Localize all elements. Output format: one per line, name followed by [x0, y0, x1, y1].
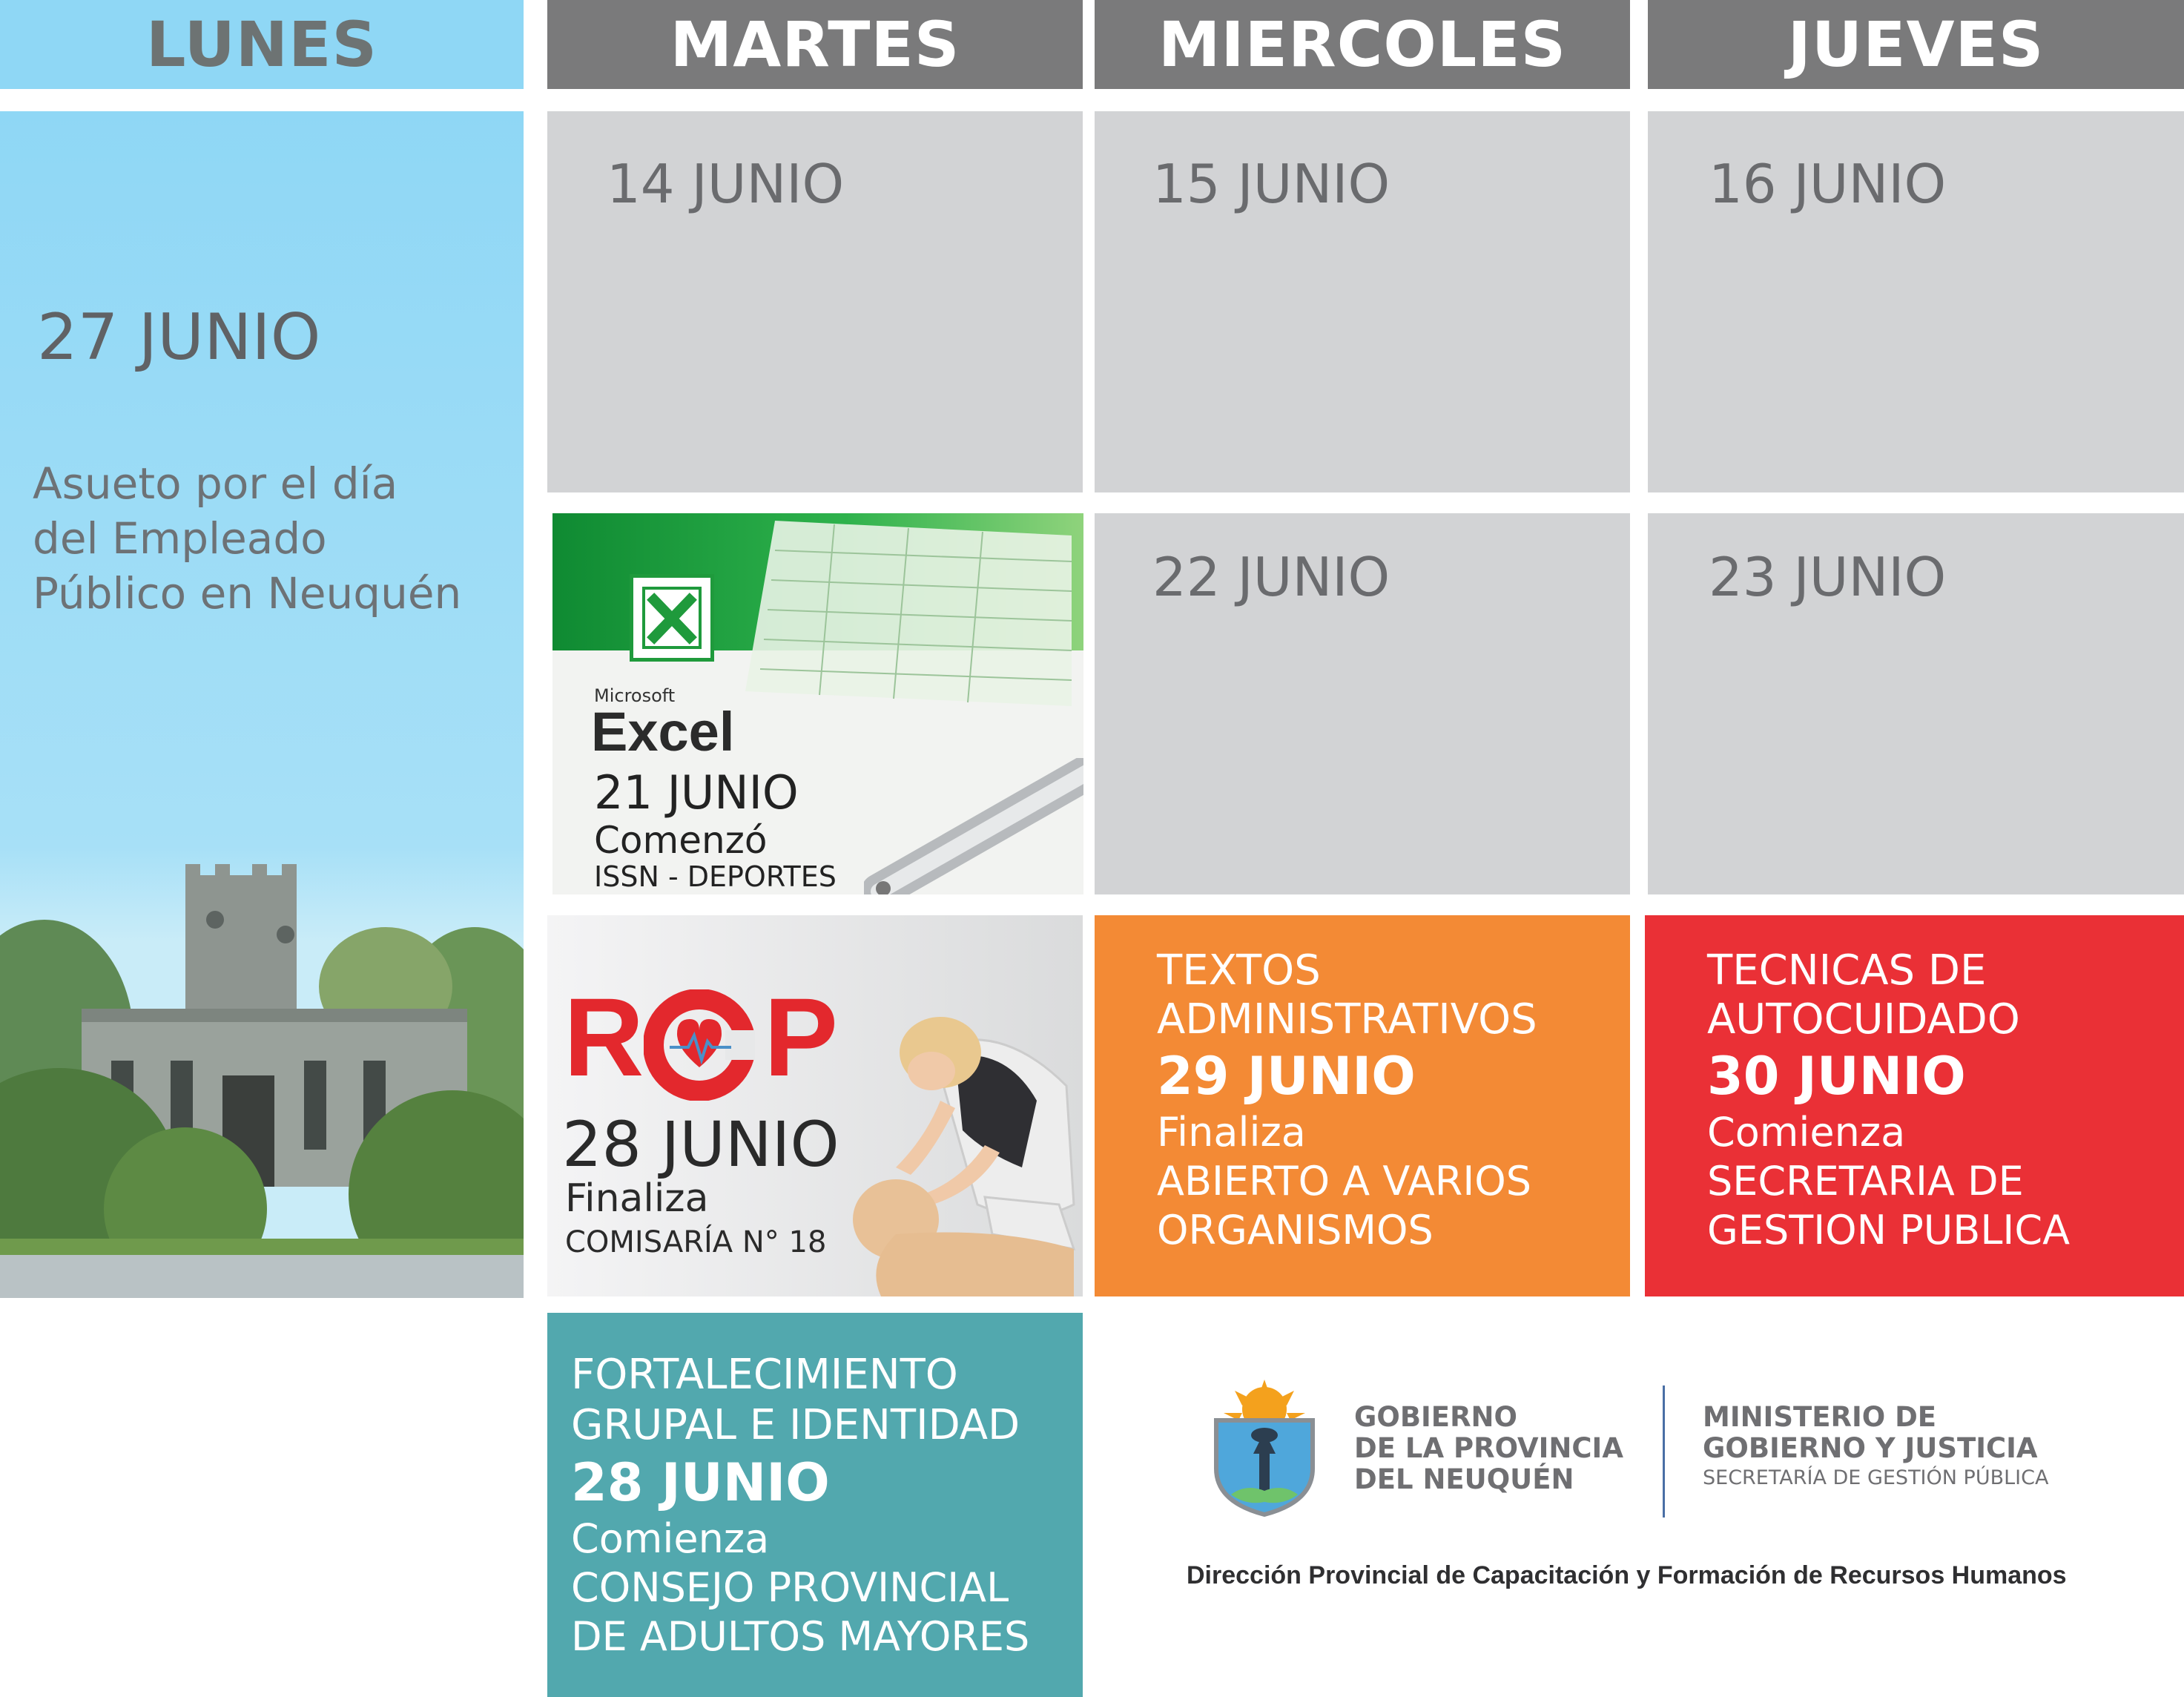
course-title-line: ADMINISTRATIVOS [1157, 995, 1537, 1044]
course-title-line: GRUPAL E IDENTIDAD [571, 1401, 1020, 1449]
course-title-line: AUTOCUIDADO [1707, 995, 2020, 1044]
course-status: Comienza [1707, 1109, 1906, 1156]
course-date: 29 JUNIO [1157, 1046, 1416, 1107]
rcp-org: COMISARÍA N° 18 [565, 1225, 827, 1259]
lunes-note-line: Asueto por el día [33, 458, 398, 509]
lunes-note-line: del Empleado [33, 513, 327, 564]
course-org-line: CONSEJO PROVINCIAL [571, 1564, 1009, 1611]
rcp-logo-r: R [564, 975, 644, 1099]
date-label: 16 JUNIO [1709, 153, 1947, 215]
ministry-line: MINISTERIO DE [1703, 1401, 1937, 1433]
fortalecimiento-content [571, 1350, 1029, 1661]
lunes-note [33, 456, 461, 621]
date-label: 14 JUNIO [607, 153, 845, 215]
cell-miercoles-22 [1095, 513, 1630, 894]
date-label: 22 JUNIO [1152, 546, 1390, 608]
lunes-cell [0, 111, 524, 1298]
gov-line: DEL NEUQUÉN [1354, 1463, 1574, 1495]
course-status: Finaliza [1157, 1109, 1306, 1156]
course-title-line: TECNICAS DE [1707, 946, 1987, 995]
header-martes [547, 0, 1083, 89]
course-date: 28 JUNIO [571, 1452, 830, 1513]
cell-jueves-16 [1648, 111, 2184, 492]
cell-miercoles-15 [1095, 111, 1630, 492]
heart-icon [644, 989, 755, 1101]
neuquen-coat-of-arms-icon [1201, 1380, 1327, 1517]
excel-org: ISSN - DEPORTES [594, 860, 837, 893]
building-photo [0, 794, 524, 1298]
excel-status: Comenzó [594, 819, 768, 862]
rcp-logo-p: P [764, 975, 839, 1099]
excel-brand: Excel [591, 701, 735, 762]
cpr-training-photo [851, 982, 1083, 1296]
header-jueves [1648, 0, 2184, 89]
course-org-line: DE ADULTOS MAYORES [571, 1613, 1030, 1660]
header-lunes-label: LUNES [146, 8, 377, 81]
textos-course-card [1095, 915, 1630, 1296]
course-title-line: FORTALECIMIENTO [571, 1351, 958, 1399]
course-org-line: ORGANISMOS [1157, 1207, 1434, 1253]
ministry-subline: SECRETARÍA DE GESTIÓN PÚBLICA [1703, 1466, 2049, 1489]
header-miercoles-label: MIERCOLES [1158, 8, 1567, 81]
excel-date: 21 JUNIO [594, 765, 799, 820]
fortalecimiento-course-card [547, 1313, 1083, 1697]
ministerio-logo-text [1703, 1402, 2048, 1492]
date-label: 23 JUNIO [1709, 546, 1947, 608]
logo-divider [1663, 1385, 1665, 1518]
pen-icon [864, 758, 1083, 894]
cell-jueves-23 [1648, 513, 2184, 894]
rcp-course-card [547, 915, 1083, 1296]
course-title-line: TEXTOS [1157, 946, 1321, 995]
header-miercoles [1095, 0, 1630, 89]
textos-content [1157, 946, 1537, 1255]
header-martes-label: MARTES [670, 8, 960, 81]
spreadsheet-image [745, 521, 1072, 706]
date-label: 15 JUNIO [1152, 153, 1390, 215]
excel-icon [630, 574, 714, 662]
excel-course-card [552, 513, 1083, 894]
course-status: Comienza [571, 1515, 770, 1562]
gobierno-neuquen-logo-text [1354, 1402, 1623, 1495]
gov-line: DE LA PROVINCIA [1354, 1432, 1623, 1464]
rcp-status: Finaliza [565, 1176, 709, 1221]
course-org-line: GESTION PUBLICA [1707, 1207, 2071, 1253]
excel-brand-small: Microsoft [594, 685, 676, 706]
cell-martes-14 [547, 111, 1083, 492]
header-lunes [0, 0, 524, 89]
header-jueves-label: JUEVES [1787, 8, 2045, 81]
lunes-date: 27 JUNIO [37, 300, 321, 375]
gov-line: GOBIERNO [1354, 1401, 1517, 1433]
course-org-line: SECRETARIA DE [1707, 1158, 2024, 1205]
course-org-line: ABIERTO A VARIOS [1157, 1158, 1532, 1205]
tecnicas-course-card [1645, 915, 2184, 1296]
tecnicas-content [1707, 946, 2070, 1255]
direccion-provincial-text: Dirección Provincial de Capacitación y Formación de Recursos Humanos [1187, 1561, 2067, 1589]
lunes-note-line: Público en Neuquén [33, 568, 462, 619]
course-date: 30 JUNIO [1707, 1046, 1966, 1107]
rcp-date: 28 JUNIO [562, 1108, 839, 1181]
ministry-line: GOBIERNO Y JUSTICIA [1703, 1432, 2038, 1464]
